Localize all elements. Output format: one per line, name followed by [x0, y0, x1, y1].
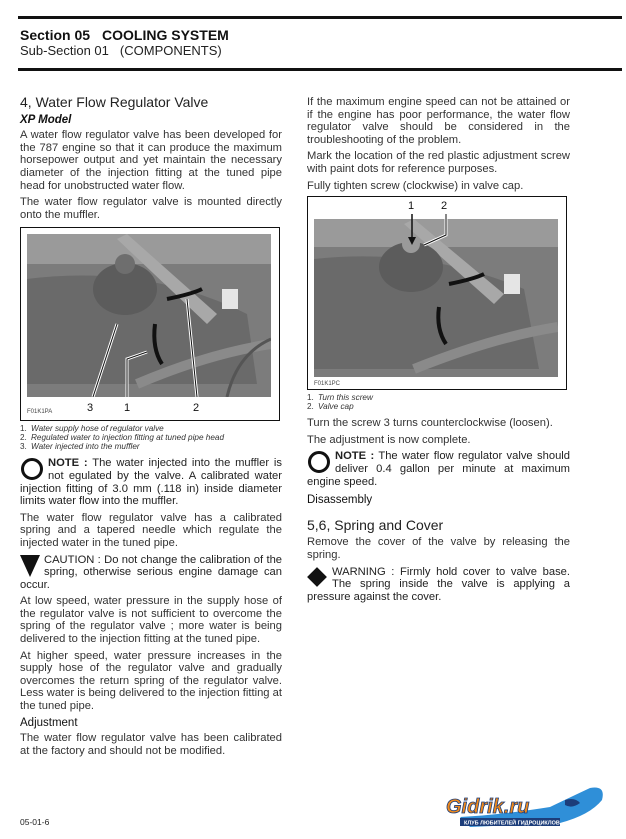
- note-label: NOTE :: [335, 450, 375, 463]
- photo-regulator-valve: [27, 234, 271, 397]
- note-block: [307, 450, 570, 488]
- model-heading: XP Model: [20, 113, 72, 126]
- note-label: NOTE :: [48, 457, 88, 470]
- caption-item: 1. Turn this screw: [307, 393, 373, 403]
- subsection-number: Sub-Section 01: [20, 43, 109, 58]
- subsection-name: (COMPONENTS): [119, 43, 222, 58]
- figure-caption-list: [20, 424, 282, 451]
- caution-label: CAUTION :: [44, 553, 101, 566]
- paragraph: A water flow regulator valve has been developed for the 787 engine so that it can produce the maximum horsepower output and yet maintain the necessary diameter of the injection fitting at the tuned pipe head for unobstructed water flow.: [20, 129, 282, 192]
- paragraph: If the maximum engine speed can not be attained or if the engine has poor performance, the water flow regulator valve should be considered in the troubleshooting of the problem.: [307, 96, 570, 146]
- heading-water-flow-regulator: 4, Water Flow Regulator Valve: [20, 94, 209, 110]
- right-column: [307, 96, 570, 607]
- paragraph: The water flow regulator valve has been calibrated at the factory and should not be modified.: [20, 732, 282, 757]
- figure-regulator-valve: [20, 227, 280, 421]
- logo-graphic: [440, 785, 606, 830]
- caption-item: 1. Water supply hose of regulator valve: [20, 424, 164, 434]
- figure-valve-cap: [307, 196, 567, 390]
- note-circle-icon: [308, 451, 330, 473]
- page-number: 05-01-6: [20, 817, 50, 827]
- figure-caption-list: [307, 393, 570, 411]
- gidrik-logo: [440, 785, 606, 830]
- subsection-title: [20, 43, 222, 58]
- section-name: COOLING SYSTEM: [102, 27, 229, 43]
- note-circle-icon: [21, 458, 43, 480]
- note-text: The water flow regulator valve should deliver 0.4 gallon per minute at maximum engine speed.: [307, 450, 570, 488]
- warning-diamond-icon: [307, 567, 327, 587]
- caution-block: [20, 554, 282, 592]
- callout-3: 3: [87, 402, 94, 415]
- caution-triangle-icon: [20, 555, 40, 577]
- logo-subtext: КЛУБ ЛЮБИТЕЛЕЙ ГИДРОЦИКЛОВ: [464, 820, 560, 827]
- paragraph: At low speed, water pressure in the supply hose of the regulator valve is not sufficient to overcome the spring of the regulator valve ; more water is being delivered to the injection fitting at the tuned pipe.: [20, 595, 282, 646]
- disassembly-heading: Disassembly: [307, 494, 373, 507]
- paragraph: Remove the cover of the valve by releasing the spring.: [307, 536, 570, 561]
- caption-item: 2. Regulated water to injection fitting at tuned pipe head: [20, 433, 224, 443]
- callout-2: 2: [193, 402, 200, 415]
- paragraph: Turn the screw 3 turns counterclockwise (loosen).: [307, 417, 553, 430]
- header-top-rule: [18, 16, 622, 19]
- note-block: [20, 457, 282, 507]
- caution-text: Do not change the calibration of the spring, otherwise serious engine damage can occur.: [20, 553, 283, 591]
- caption-item: 2. Valve cap: [307, 402, 354, 412]
- photo-illustration: [27, 234, 271, 397]
- paragraph: Fully tighten screw (clockwise) in valve cap.: [307, 179, 524, 192]
- callout-1: 1: [408, 200, 415, 213]
- paragraph: The adjustment is now complete.: [307, 433, 471, 446]
- section-title: [20, 27, 229, 43]
- warning-label: WARNING :: [332, 565, 395, 578]
- caption-item: 3. Water injected into the muffler: [20, 442, 140, 452]
- heading-spring-and-cover: 5,6, Spring and Cover: [307, 516, 444, 533]
- adjustment-heading: Adjustment: [20, 716, 78, 729]
- note-text: The water injected into the muffler is not egulated by the valve. A calibrated water injection fitting of 3.0 mm (.118 in) inside diameter limits water flow into the muffler.: [20, 457, 282, 508]
- warning-block: [307, 566, 570, 604]
- paragraph: Mark the location of the red plastic adjustment screw with paint dots for reference purposes.: [307, 150, 570, 175]
- header-bottom-rule: [18, 68, 622, 71]
- section-number: Section 05: [20, 27, 91, 43]
- logo-text: Gidrik.ru: [446, 796, 530, 818]
- left-column: [20, 96, 282, 761]
- paragraph: The water flow regulator valve is mounted directly onto the muffler.: [20, 196, 282, 221]
- callout-arrows: [308, 197, 566, 257]
- callout-2: 2: [441, 200, 448, 213]
- paragraph: At higher speed, water pressure increases in the supply hose of the regulator valve and gradually overcomes the return spring of the regulator valve. Less water is being delivered to the injection fitting at the tuned pipe.: [20, 649, 282, 713]
- paragraph: The water flow regulator valve has a calibrated spring and a tapered needle which regulate the injected water in the tuned pipe.: [20, 511, 282, 549]
- warning-text: Firmly hold cover to valve base. The spring inside the valve is applying a pressure against the cover.: [307, 565, 570, 603]
- figure-code: F01K1PA: [27, 409, 53, 416]
- callout-1: 1: [124, 402, 131, 415]
- figure-code: F01K1PC: [314, 381, 341, 388]
